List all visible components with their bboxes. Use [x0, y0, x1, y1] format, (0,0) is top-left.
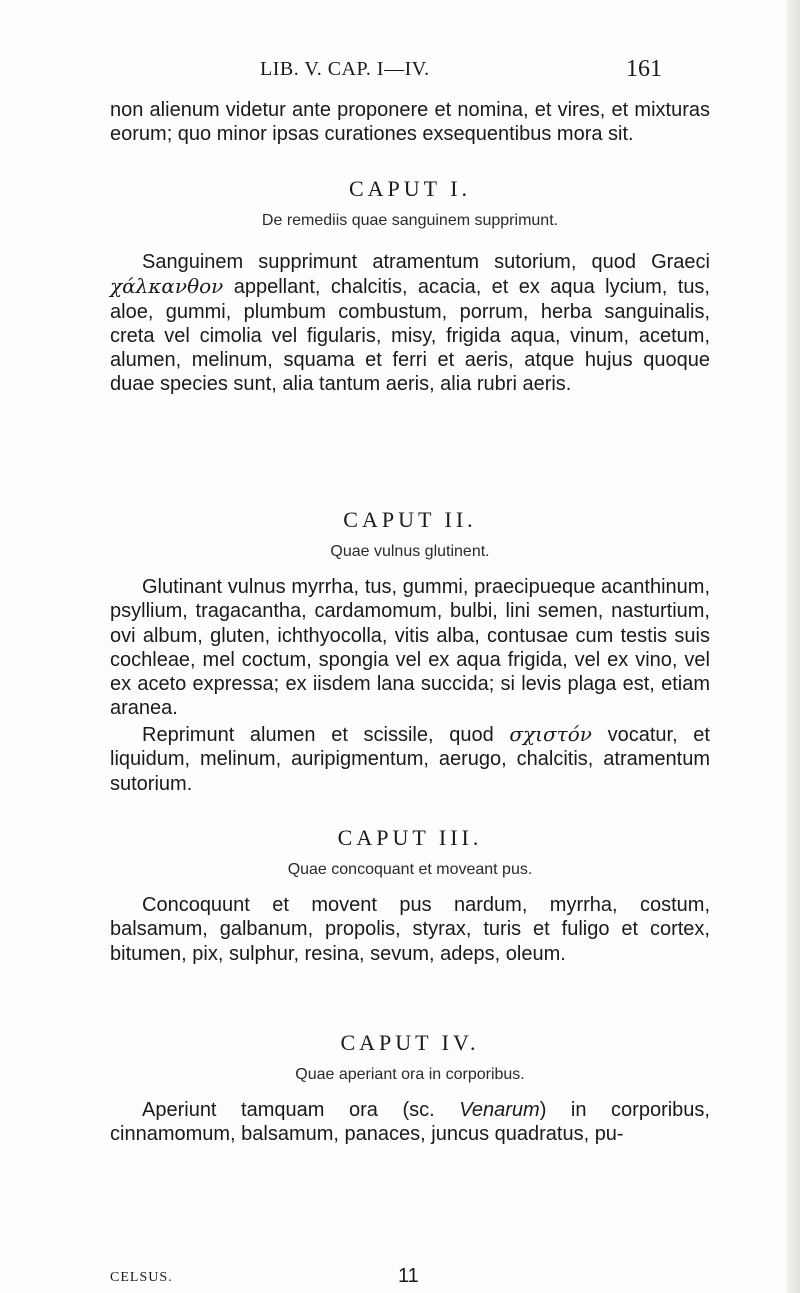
page-edge: [786, 0, 800, 1293]
greek-term: σχιστόν: [509, 722, 592, 746]
chapter-2-paragraph-1: Glutinant vulnus myrrha, tus, gummi, praecipueque acanthinum, psyllium, tragacantha, cardamomum, bulbi, lini semen, nasturtium, ovi album, gluten, ichthyocolla, vitis alba, contusae cum testis suis cochleae, mel coctum, spongia vel ex aqua frigida, vel ex vino, vel ex aceto expressa; ex iisdem lana succida; si levis plaga est, etiam aranea.: [110, 576, 710, 720]
chapter-3-subtitle: Quae concoquant et moveant pus.: [287, 861, 533, 878]
chapter-2-heading: CAPUT II.: [343, 507, 477, 532]
chapter-2-subtitle: Quae vulnus glutinent.: [330, 543, 490, 560]
chapter-3-paragraph: Concoquunt et movent pus nardum, myrrha, costum, balsamum, galbanum, propolis, styrax, turis et fuligo et cortex, bitumen, pix, sulphur, resina, sevum, adeps, oleum.: [110, 894, 710, 965]
chapter-2-paragraph-2: Reprimunt alumen et scissile, quod σχιστόν vocatur, et liquidum, melinum, auripigmentum, aerugo, chalcitis, atramentum sutorium.: [110, 722, 710, 795]
greek-term: χάλκανθον: [110, 274, 224, 299]
chapter-4-heading: CAPUT IV.: [340, 1030, 480, 1055]
running-head: LIB. V. CAP. I—IV.: [260, 58, 430, 80]
chapter-1-paragraph: Sanguinem supprimunt atramentum sutorium, quod Graeci χάλκανθον appellant, chalcitis, acacia, et ex aqua lycium, tus, aloe, gummi, plumbum combustum, porrum, herba sanguinalis, creta vel cimolia vel figularis, misy, frigida aqua, vinum, acetum, alumen, melinum, squama et ferri et aeris, atque hujus quoque duae species sunt, alia tantum aeris, alia rubri aeris.: [110, 251, 710, 396]
chapter-1-heading: CAPUT I.: [348, 176, 472, 201]
signature-number: 11: [398, 1265, 419, 1287]
chapter-3-heading: CAPUT III.: [337, 825, 483, 850]
signature-mark: CELSUS.: [110, 1270, 173, 1285]
italic-term: Venarum: [459, 1099, 540, 1121]
chapter-4-paragraph: Aperiunt tamquam ora (sc. Venarum) in corporibus, cinnamomum, balsamum, panaces, juncus quadratus, pu-: [110, 1099, 710, 1146]
intro-paragraph: non alienum videtur ante proponere et nomina, et vires, et mixturas eorum; quo minor ipsas curationes exsequentibus mora sit.: [110, 99, 710, 146]
chapter-1-subtitle: De remediis quae sanguinem supprimunt.: [261, 212, 559, 229]
chapter-4-subtitle: Quae aperiant ora in corporibus.: [295, 1066, 525, 1083]
page-number: 161: [626, 56, 662, 82]
